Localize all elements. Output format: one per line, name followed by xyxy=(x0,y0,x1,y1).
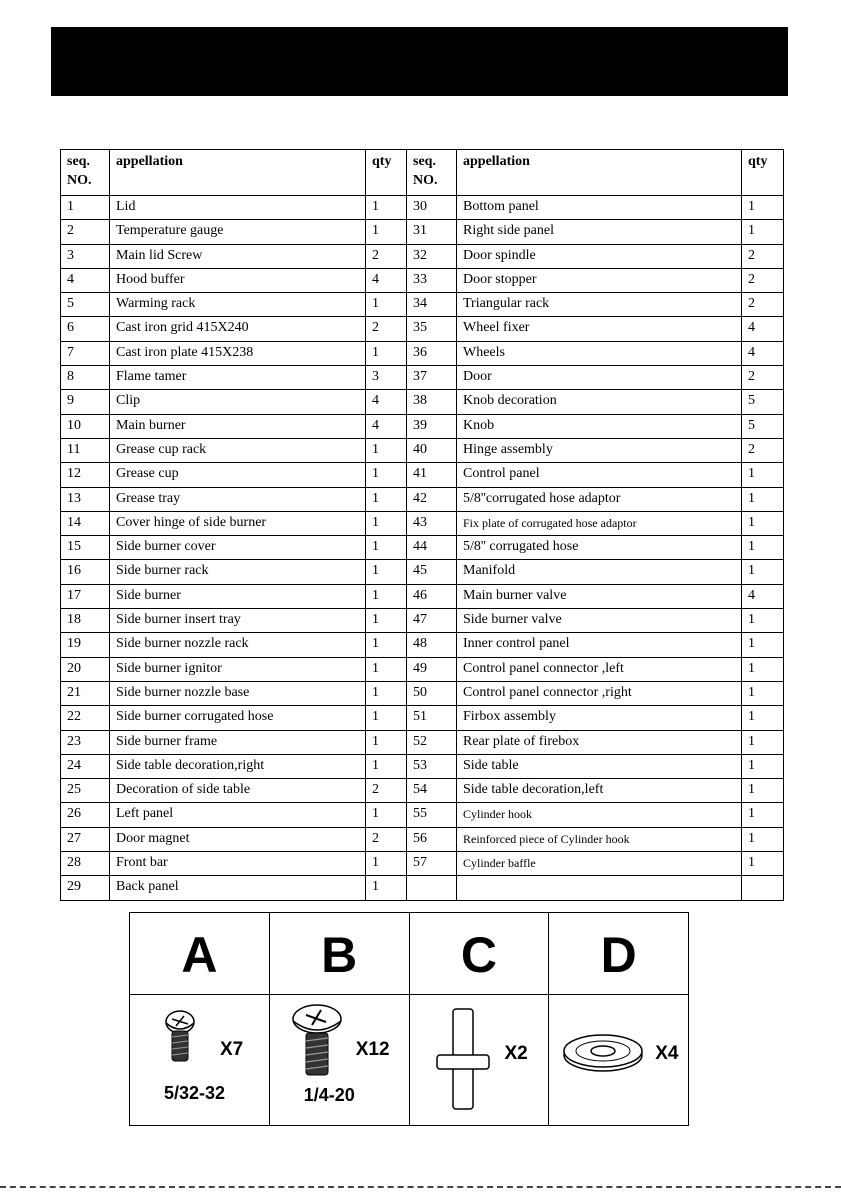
qty-cell: 1 xyxy=(366,803,407,827)
qty-cell: 1 xyxy=(366,754,407,778)
qty-cell: 2 xyxy=(742,438,784,462)
seq-no-cell: 35 xyxy=(407,317,457,341)
appellation-cell: Wheel fixer xyxy=(457,317,742,341)
qty-cell: 2 xyxy=(742,268,784,292)
hardware-letter: A xyxy=(181,927,218,983)
seq-no-cell: 19 xyxy=(61,633,110,657)
appellation-cell: Side burner nozzle rack xyxy=(110,633,366,657)
seq-no-cell: 53 xyxy=(407,754,457,778)
hardware-qty: X2 xyxy=(504,1043,528,1064)
hardware-spec: 5/32-32 xyxy=(164,1083,226,1103)
seq-no-cell: 3 xyxy=(61,244,110,268)
seq-no-cell: 7 xyxy=(61,341,110,365)
hardware-item-c xyxy=(410,995,550,1126)
appellation-cell: Side burner nozzle base xyxy=(110,681,366,705)
table-row xyxy=(61,754,784,778)
appellation-cell: Door magnet xyxy=(110,827,366,851)
qty-cell: 1 xyxy=(366,487,407,511)
table-header-row xyxy=(61,150,784,196)
table-row xyxy=(61,779,784,803)
appellation-cell: Grease cup xyxy=(110,463,366,487)
table-row xyxy=(61,681,784,705)
seq-no-cell: 20 xyxy=(61,657,110,681)
appellation-cell: Manifold xyxy=(457,560,742,584)
appellation-cell: Control panel connector ,right xyxy=(457,681,742,705)
seq-no-cell: 31 xyxy=(407,220,457,244)
appellation-cell: Temperature gauge xyxy=(110,220,366,244)
seq-no-cell: 27 xyxy=(61,827,110,851)
qty-cell: 4 xyxy=(366,268,407,292)
qty-cell: 2 xyxy=(366,317,407,341)
qty-cell: 1 xyxy=(742,463,784,487)
appellation-cell: Control panel connector ,left xyxy=(457,657,742,681)
seq-no-cell xyxy=(407,876,457,900)
seq-no-cell: 40 xyxy=(407,438,457,462)
appellation-cell: Lid xyxy=(110,196,366,220)
appellation-cell: Control panel xyxy=(457,463,742,487)
qty-cell: 4 xyxy=(742,584,784,608)
table-row xyxy=(61,657,784,681)
appellation-cell: Reinforced piece of Cylinder hook xyxy=(457,827,742,851)
qty-cell: 5 xyxy=(742,414,784,438)
seq-no-cell: 55 xyxy=(407,803,457,827)
qty-cell: 3 xyxy=(366,366,407,390)
appellation-cell: Side burner corrugated hose xyxy=(110,706,366,730)
large-screw-icon xyxy=(290,1001,344,1081)
table-row xyxy=(61,196,784,220)
appellation-cell: Left panel xyxy=(110,803,366,827)
seq-no-cell: 52 xyxy=(407,730,457,754)
hardware-qty: X12 xyxy=(355,1039,390,1060)
qty-cell: 1 xyxy=(366,196,407,220)
hardware-letter-row xyxy=(130,913,688,995)
hardware-letter: B xyxy=(321,927,358,983)
seq-no-cell: 5 xyxy=(61,293,110,317)
seq-no-cell: 24 xyxy=(61,754,110,778)
header-appellation-left: appellation xyxy=(110,150,366,196)
qty-cell: 1 xyxy=(742,657,784,681)
hardware-spec: 1/4-20 xyxy=(303,1085,355,1105)
seq-no-cell: 44 xyxy=(407,536,457,560)
appellation-cell: Main burner valve xyxy=(457,584,742,608)
appellation-cell: Cast iron plate 415X238 xyxy=(110,341,366,365)
qty-cell: 1 xyxy=(742,706,784,730)
seq-no-cell: 43 xyxy=(407,511,457,535)
appellation-cell: Side table decoration,right xyxy=(110,754,366,778)
appellation-cell: Main burner xyxy=(110,414,366,438)
seq-no-cell: 11 xyxy=(61,438,110,462)
seq-no-cell: 6 xyxy=(61,317,110,341)
qty-cell: 1 xyxy=(366,609,407,633)
appellation-cell: Cylinder hook xyxy=(457,803,742,827)
parts-list-table xyxy=(60,149,784,901)
qty-cell: 4 xyxy=(366,414,407,438)
seq-no-cell: 41 xyxy=(407,463,457,487)
spindle-pin-icon xyxy=(434,1007,494,1113)
seq-no-cell: 21 xyxy=(61,681,110,705)
table-row xyxy=(61,366,784,390)
small-screw-icon xyxy=(162,1007,198,1067)
appellation-cell: Door xyxy=(457,366,742,390)
seq-no-cell: 38 xyxy=(407,390,457,414)
hardware-cell-b xyxy=(270,913,410,994)
seq-no-cell: 42 xyxy=(407,487,457,511)
appellation-cell: 5/8'' corrugated hose xyxy=(457,536,742,560)
hardware-cell-d xyxy=(549,913,688,994)
appellation-cell: 5/8''corrugated hose adaptor xyxy=(457,487,742,511)
seq-no-cell: 36 xyxy=(407,341,457,365)
seq-no-cell: 8 xyxy=(61,366,110,390)
qty-cell: 1 xyxy=(366,633,407,657)
appellation-cell: Side burner valve xyxy=(457,609,742,633)
qty-cell: 1 xyxy=(366,220,407,244)
table-row xyxy=(61,268,784,292)
qty-cell: 2 xyxy=(742,244,784,268)
seq-no-cell: 29 xyxy=(61,876,110,900)
qty-cell: 1 xyxy=(366,438,407,462)
qty-cell xyxy=(742,876,784,900)
table-row xyxy=(61,438,784,462)
appellation-cell: Hinge assembly xyxy=(457,438,742,462)
table-row xyxy=(61,876,784,900)
seq-no-cell: 54 xyxy=(407,779,457,803)
table-row xyxy=(61,633,784,657)
appellation-cell: Side burner cover xyxy=(110,536,366,560)
hardware-item-b xyxy=(270,995,410,1126)
seq-no-cell: 49 xyxy=(407,657,457,681)
qty-cell: 2 xyxy=(366,779,407,803)
appellation-cell: Side table decoration,left xyxy=(457,779,742,803)
seq-no-cell: 14 xyxy=(61,511,110,535)
appellation-cell xyxy=(457,876,742,900)
page-bottom-edge xyxy=(0,1186,841,1188)
qty-cell: 1 xyxy=(742,196,784,220)
seq-no-cell: 48 xyxy=(407,633,457,657)
appellation-cell: Front bar xyxy=(110,852,366,876)
appellation-cell: Door spindle xyxy=(457,244,742,268)
appellation-cell: Warming rack xyxy=(110,293,366,317)
table-row xyxy=(61,293,784,317)
table-row xyxy=(61,390,784,414)
table-row xyxy=(61,511,784,535)
seq-no-cell: 22 xyxy=(61,706,110,730)
table-row xyxy=(61,536,784,560)
table-row xyxy=(61,463,784,487)
appellation-cell: Side burner frame xyxy=(110,730,366,754)
table-row xyxy=(61,220,784,244)
appellation-cell: Side table xyxy=(457,754,742,778)
hardware-letter: C xyxy=(460,927,497,983)
seq-no-cell: 51 xyxy=(407,706,457,730)
seq-no-cell: 45 xyxy=(407,560,457,584)
seq-no-cell: 56 xyxy=(407,827,457,851)
appellation-cell: Side burner xyxy=(110,584,366,608)
appellation-cell: Clip xyxy=(110,390,366,414)
qty-cell: 1 xyxy=(366,730,407,754)
seq-no-cell: 26 xyxy=(61,803,110,827)
seq-no-cell: 2 xyxy=(61,220,110,244)
hardware-item-a xyxy=(130,995,270,1126)
appellation-cell: Hood buffer xyxy=(110,268,366,292)
qty-cell: 1 xyxy=(366,681,407,705)
appellation-cell: Grease cup rack xyxy=(110,438,366,462)
qty-cell: 1 xyxy=(742,487,784,511)
seq-no-cell: 28 xyxy=(61,852,110,876)
appellation-cell: Flame tamer xyxy=(110,366,366,390)
qty-cell: 1 xyxy=(742,220,784,244)
appellation-cell: Rear plate of firebox xyxy=(457,730,742,754)
qty-cell: 1 xyxy=(366,876,407,900)
seq-no-cell: 37 xyxy=(407,366,457,390)
appellation-cell: Grease tray xyxy=(110,487,366,511)
header-seq-no-left: seq. NO. xyxy=(61,150,110,196)
table-row xyxy=(61,317,784,341)
header-bar xyxy=(51,27,788,96)
qty-cell: 2 xyxy=(742,366,784,390)
seq-no-cell: 9 xyxy=(61,390,110,414)
seq-no-cell: 47 xyxy=(407,609,457,633)
parts-table-body xyxy=(61,196,784,901)
seq-no-cell: 4 xyxy=(61,268,110,292)
hardware-item-d xyxy=(549,995,688,1126)
qty-cell: 1 xyxy=(366,341,407,365)
seq-no-cell: 25 xyxy=(61,779,110,803)
header-appellation-right: appellation xyxy=(457,150,742,196)
table-row xyxy=(61,487,784,511)
appellation-cell: Bottom panel xyxy=(457,196,742,220)
table-row xyxy=(61,560,784,584)
qty-cell: 1 xyxy=(742,560,784,584)
seq-no-cell: 34 xyxy=(407,293,457,317)
seq-no-cell: 17 xyxy=(61,584,110,608)
seq-no-cell: 12 xyxy=(61,463,110,487)
appellation-cell: Back panel xyxy=(110,876,366,900)
appellation-cell: Inner control panel xyxy=(457,633,742,657)
qty-cell: 1 xyxy=(742,852,784,876)
qty-cell: 1 xyxy=(742,779,784,803)
appellation-cell: Side burner rack xyxy=(110,560,366,584)
hardware-cell-c xyxy=(410,913,550,994)
appellation-cell: Wheels xyxy=(457,341,742,365)
seq-no-cell: 15 xyxy=(61,536,110,560)
seq-no-cell: 39 xyxy=(407,414,457,438)
appellation-cell: Triangular rack xyxy=(457,293,742,317)
appellation-cell: Fix plate of corrugated hose adaptor xyxy=(457,511,742,535)
appellation-cell: Cylinder baffle xyxy=(457,852,742,876)
table-row xyxy=(61,244,784,268)
qty-cell: 1 xyxy=(742,827,784,851)
appellation-cell: Right side panel xyxy=(457,220,742,244)
table-row xyxy=(61,852,784,876)
seq-no-cell: 50 xyxy=(407,681,457,705)
table-row xyxy=(61,341,784,365)
table-row xyxy=(61,803,784,827)
qty-cell: 4 xyxy=(742,317,784,341)
appellation-cell: Knob xyxy=(457,414,742,438)
appellation-cell: Knob decoration xyxy=(457,390,742,414)
qty-cell: 1 xyxy=(366,584,407,608)
qty-cell: 1 xyxy=(742,730,784,754)
hardware-qty: X4 xyxy=(655,1043,679,1064)
hardware-letter: D xyxy=(600,927,637,983)
qty-cell: 1 xyxy=(742,681,784,705)
qty-cell: 2 xyxy=(742,293,784,317)
seq-no-cell: 1 xyxy=(61,196,110,220)
hardware-table xyxy=(129,912,689,1126)
appellation-cell: Side burner insert tray xyxy=(110,609,366,633)
seq-no-cell: 57 xyxy=(407,852,457,876)
qty-cell: 1 xyxy=(742,511,784,535)
appellation-cell: Main lid Screw xyxy=(110,244,366,268)
qty-cell: 1 xyxy=(742,536,784,560)
qty-cell: 1 xyxy=(366,463,407,487)
appellation-cell: Firbox assembly xyxy=(457,706,742,730)
appellation-cell: Cover hinge of side burner xyxy=(110,511,366,535)
qty-cell: 2 xyxy=(366,827,407,851)
header-qty-right: qty xyxy=(742,150,784,196)
seq-no-cell: 18 xyxy=(61,609,110,633)
appellation-cell: Cast iron grid 415X240 xyxy=(110,317,366,341)
qty-cell: 1 xyxy=(366,511,407,535)
qty-cell: 2 xyxy=(366,244,407,268)
seq-no-cell: 13 xyxy=(61,487,110,511)
hardware-item-row xyxy=(130,995,688,1126)
qty-cell: 1 xyxy=(742,633,784,657)
appellation-cell: Side burner ignitor xyxy=(110,657,366,681)
seq-no-cell: 10 xyxy=(61,414,110,438)
table-row xyxy=(61,730,784,754)
qty-cell: 1 xyxy=(366,536,407,560)
washer-icon xyxy=(561,1031,645,1075)
qty-cell: 1 xyxy=(742,754,784,778)
hardware-qty: X7 xyxy=(220,1039,244,1060)
table-row xyxy=(61,584,784,608)
table-row xyxy=(61,706,784,730)
qty-cell: 1 xyxy=(366,657,407,681)
table-row xyxy=(61,827,784,851)
qty-cell: 1 xyxy=(366,560,407,584)
qty-cell: 1 xyxy=(366,852,407,876)
seq-no-cell: 46 xyxy=(407,584,457,608)
appellation-cell: Door stopper xyxy=(457,268,742,292)
qty-cell: 4 xyxy=(742,341,784,365)
qty-cell: 4 xyxy=(366,390,407,414)
qty-cell: 1 xyxy=(366,706,407,730)
qty-cell: 1 xyxy=(366,293,407,317)
seq-no-cell: 30 xyxy=(407,196,457,220)
qty-cell: 1 xyxy=(742,609,784,633)
qty-cell: 1 xyxy=(742,803,784,827)
header-seq-no-right: seq. NO. xyxy=(407,150,457,196)
appellation-cell: Decoration of side table xyxy=(110,779,366,803)
qty-cell: 5 xyxy=(742,390,784,414)
seq-no-cell: 33 xyxy=(407,268,457,292)
table-row xyxy=(61,609,784,633)
table-row xyxy=(61,414,784,438)
header-qty-left: qty xyxy=(366,150,407,196)
seq-no-cell: 32 xyxy=(407,244,457,268)
seq-no-cell: 23 xyxy=(61,730,110,754)
seq-no-cell: 16 xyxy=(61,560,110,584)
hardware-cell-a xyxy=(130,913,270,994)
